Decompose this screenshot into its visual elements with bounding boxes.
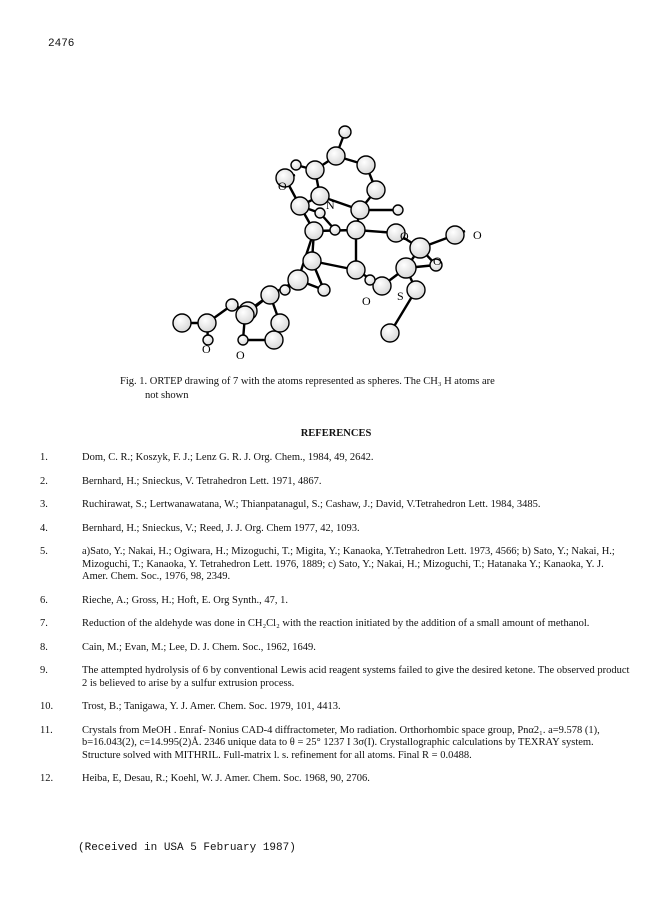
reference-text: Ruchirawat, S.; Lertwanawatana, W.; Thianpatanagul, S.; Cashaw, J.; David, V.Tetrahedron Lett. 1984, 3485. xyxy=(82,499,541,510)
atom-sphere xyxy=(381,324,399,342)
reference-number: 6. xyxy=(40,594,48,606)
atom-sphere xyxy=(238,335,248,345)
atom-sphere xyxy=(291,197,309,215)
reference-number: 10. xyxy=(40,701,54,712)
atom-sphere xyxy=(351,201,369,219)
atom-sphere xyxy=(339,126,351,138)
atom-sphere xyxy=(367,181,385,199)
atom-sphere xyxy=(327,147,345,165)
atom-sphere xyxy=(315,208,325,218)
reference-number: 4. xyxy=(40,522,48,534)
atom-sphere xyxy=(365,275,375,285)
reference-item xyxy=(40,595,630,608)
atom-sphere xyxy=(347,221,365,239)
atom-label-s: S xyxy=(397,289,404,303)
reference-number: 1. xyxy=(40,452,48,463)
reference-text: Dom, C. R.; Koszyk, F. J.; Lenz G. R. J. Org. Chem., 1984, 49, 2642. xyxy=(82,452,374,463)
atom-label-o: O xyxy=(278,179,287,193)
atom-label-o: O xyxy=(202,342,211,356)
reference-item xyxy=(40,773,630,786)
atom-sphere xyxy=(303,252,321,270)
atom-sphere xyxy=(393,205,403,215)
atom-label-n: N xyxy=(326,198,335,212)
ortep-figure xyxy=(150,118,500,368)
reference-number: 7. xyxy=(40,618,48,629)
atom-sphere xyxy=(305,222,323,240)
atom-label-o: O xyxy=(236,348,245,362)
reference-number: 5. xyxy=(40,546,48,557)
atom-sphere xyxy=(265,331,283,349)
atom-sphere xyxy=(280,285,290,295)
atom-sphere xyxy=(198,314,216,332)
reference-text: Reduction of the aldehyde was done in CH₂Cl₂ with the reaction initiated by the addition of a small amount of methanol. xyxy=(82,618,590,629)
atom-label-o: O xyxy=(362,294,371,308)
reference-item xyxy=(40,476,630,489)
atom-sphere xyxy=(306,161,324,179)
reference-number: 12. xyxy=(40,773,54,784)
atom-sphere xyxy=(271,314,289,332)
reference-item xyxy=(40,523,630,536)
atom-label-o: O xyxy=(433,254,442,268)
reference-number: 11. xyxy=(40,724,53,736)
atom-sphere xyxy=(407,281,425,299)
atom-sphere xyxy=(373,277,391,295)
bond-lines xyxy=(182,132,465,340)
atom-sphere xyxy=(410,238,430,258)
atom-label-o: O xyxy=(473,228,482,242)
ortep-drawing xyxy=(150,118,500,368)
reference-text: a)Sato, Y.; Nakai, H.; Ogiwara, H.; Mizoguchi, T.; Migita, Y.; Kanaoka, Y.Tetrahedron Lett. 1973, 4566; b) Sato, Y.; Nakai, H.; Mizoguchi, T.; Kanaoka, Y. Tetrahedron Lett. 1976, 1889; c) Sato, Y.; Nakai, H.; Mizoguchi, T.; Hatanaka Y.; Kanaoka, Y. J. Amer. Chem. Soc., 1976, 98, 2349. xyxy=(82,546,615,582)
atom-sphere xyxy=(446,226,464,244)
atom-sphere xyxy=(261,286,279,304)
atom-sphere xyxy=(330,225,340,235)
reference-text: Bernhard, H.; Snieckus, V.; Reed, J. J. Org. Chem 1977, 42, 1093. xyxy=(82,522,360,534)
reference-item xyxy=(40,665,630,690)
page-number: 2476 xyxy=(48,38,75,50)
received-date: (Received in USA 5 February 1987) xyxy=(78,842,296,854)
reference-text: Crystals from MeOH . Enraf- Nonius CAD-4 diffractometer, Mo radiation. Orthorhombic space group, Pnα2₁. a=9.578 (1), b=16.043(2), c=14.995(2)Å. 2346 unique data to θ = 25° 1237 I 3σ(I). Crystallographic calculations by TEXRAY system. Structure solved with MITHRIL. Full-matrix l. s. refinement for all atoms. Final R = 0.0488. xyxy=(82,724,600,761)
references-heading: REFERENCES xyxy=(300,428,372,439)
references-list xyxy=(40,452,630,797)
atom-sphere xyxy=(288,270,308,290)
reference-text: Bernhard, H.; Snieckus, V. Tetrahedron Lett. 1971, 4867. xyxy=(82,475,322,487)
atom-sphere xyxy=(347,261,365,279)
reference-number: 2. xyxy=(40,475,48,487)
reference-number: 3. xyxy=(40,499,48,510)
figure-caption xyxy=(120,375,560,403)
atom-sphere xyxy=(318,284,330,296)
reference-item xyxy=(40,725,630,763)
atom-sphere xyxy=(226,299,238,311)
caption-line-1: Fig. 1. ORTEP drawing of 7 with the atoms represented as spheres. The CH₃ H atoms are xyxy=(120,376,495,387)
atom-sphere xyxy=(173,314,191,332)
reference-item xyxy=(40,618,630,631)
atom-label-o: O xyxy=(400,229,409,243)
atom-sphere xyxy=(291,160,301,170)
reference-text: Heiba, E, Desau, R.; Koehl, W. J. Amer. Chem. Soc. 1968, 90, 2706. xyxy=(82,773,370,784)
reference-text: Trost, B.; Tanigawa, Y. J. Amer. Chem. Soc. 1979, 101, 4413. xyxy=(82,701,341,712)
atom-sphere xyxy=(396,258,416,278)
atom-sphere xyxy=(357,156,375,174)
caption-line-2: not shown xyxy=(145,390,189,401)
reference-text: The attempted hydrolysis of 6 by conventional Lewis acid reagent systems failed to give the desired ketone. The observed product 2 is believed to arise by a sulfur extrusion process. xyxy=(82,665,630,689)
atom-sphere xyxy=(236,306,254,324)
reference-item xyxy=(40,701,630,714)
reference-text: Rieche, A.; Gross, H.; Hoft, E. Org Synth., 47, 1. xyxy=(82,594,289,606)
reference-item xyxy=(40,642,630,655)
reference-number: 9. xyxy=(40,665,48,676)
reference-text: Cain, M.; Evan, M.; Lee, D. J. Chem. Soc., 1962, 1649. xyxy=(82,641,316,653)
reference-item xyxy=(40,499,630,512)
reference-number: 8. xyxy=(40,641,48,653)
reference-item xyxy=(40,452,630,465)
reference-item xyxy=(40,546,630,584)
